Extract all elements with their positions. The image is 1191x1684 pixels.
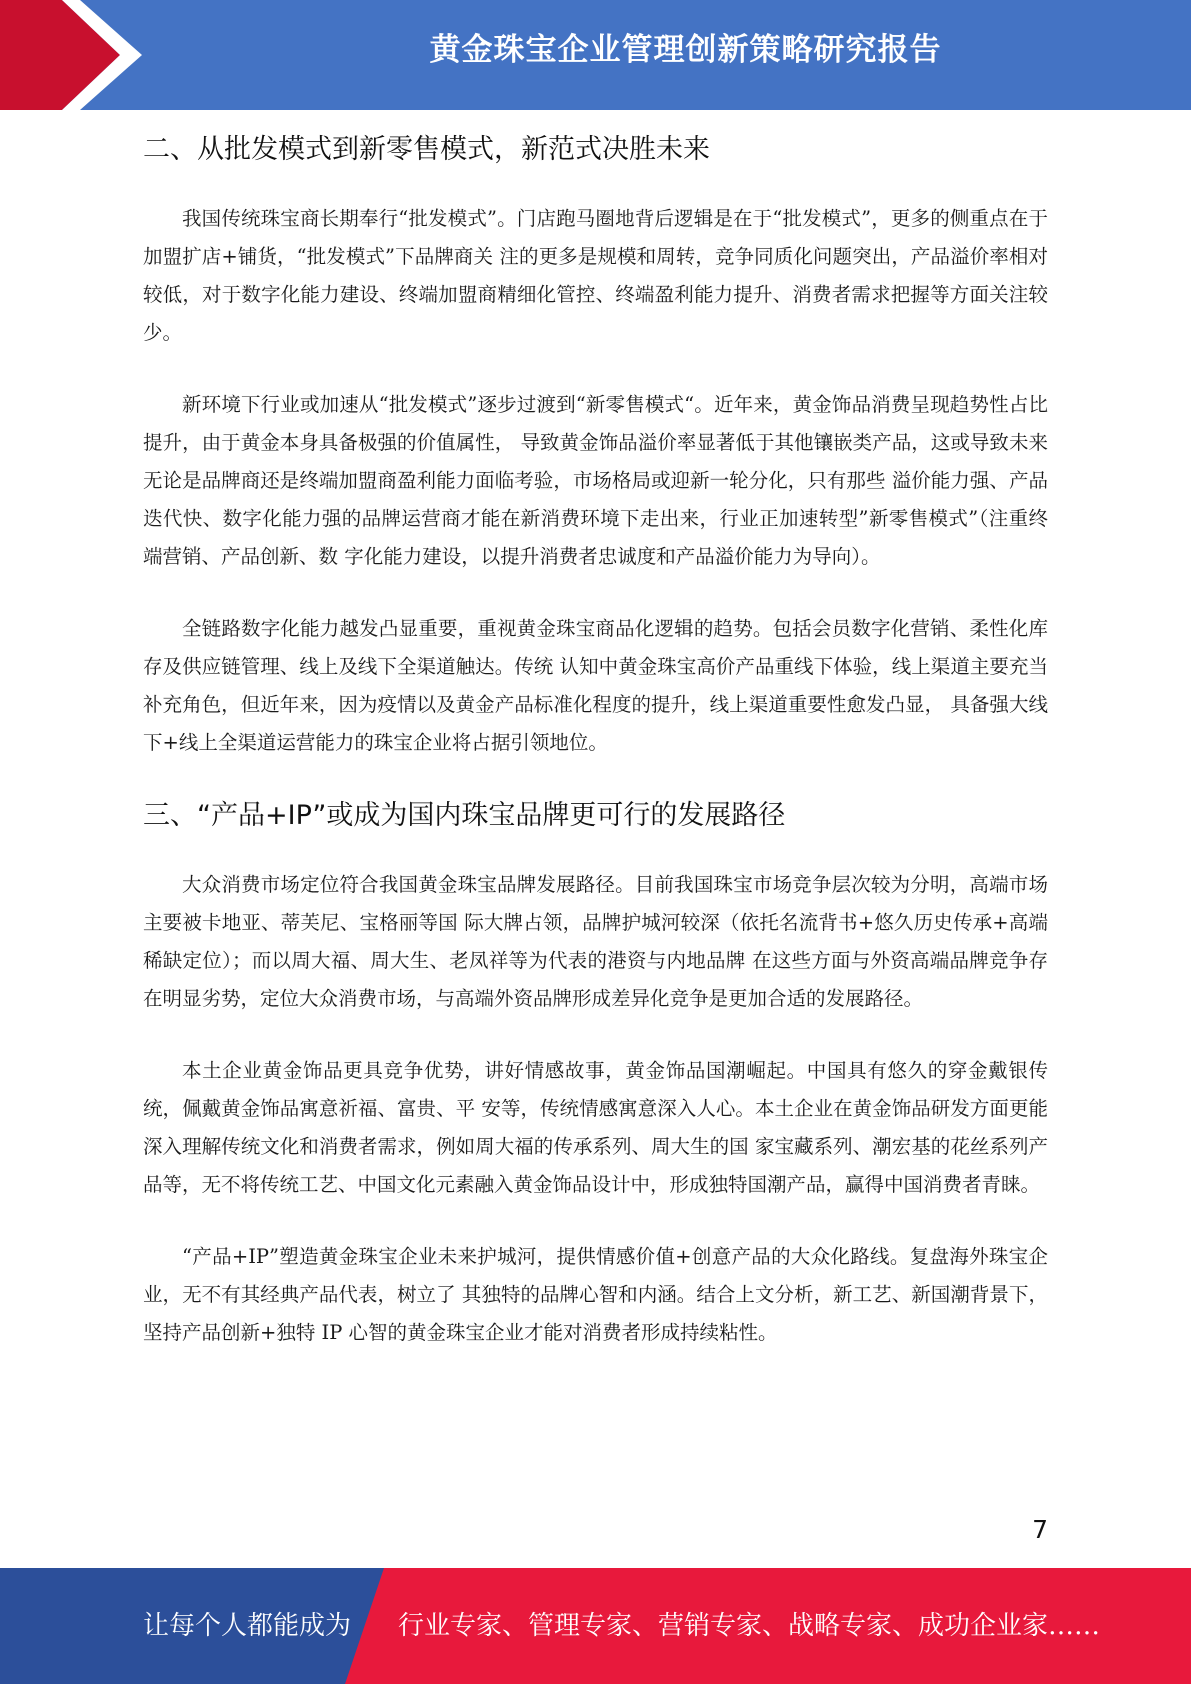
footer-slogan-left: 让每个人都能成为 [143,1611,352,1641]
header-banner [0,0,1191,110]
footer-slogan-right: 行业专家、管理专家、营销专家、战略专家、成功企业家…… [398,1611,1101,1641]
section-heading: 三、“产品+IP”或成为国内珠宝品牌更可行的发展路径 [143,800,786,831]
footer-banner [0,1568,1191,1684]
paragraph: “产品+IP”塑造黄金珠宝企业未来护城河，提供情感价值+创意产品的大众化路线。复盘海外珠宝企业，无不有其经典产品代表，树立了 其独特的品牌心智和内涵。结合上文分析，新工艺、新国潮背景下，坚持产品创新+独特 IP 心智的黄金珠宝企业才能对消费者形成持续粘性。 [143,1245,1048,1344]
page-content [143,130,1048,1386]
paragraph: 全链路数字化能力越发凸显重要，重视黄金珠宝商品化逻辑的趋势。包括会员数字化营销、柔性化库存及供应链管理、线上及线下全渠道触达。传统 认知中黄金珠宝高价产品重线下体验，线上渠道主要充当补充角色，但近年来，因为疫情以及黄金产品标准化程度的提升，线上渠道重要性愈发凸显， 具备强大线下+线上全渠道运营能力的珠宝企业将占据引领地位。 [143,617,1048,754]
paragraph: 大众消费市场定位符合我国黄金珠宝品牌发展路径。目前我国珠宝市场竞争层次较为分明，高端市场主要被卡地亚、蒂芙尼、宝格丽等国 际大牌占领，品牌护城河较深（依托名流背书+悠久历史传承+高端稀缺定位）；而以周大福、周大生、老凤祥等为代表的港资与内地品牌 在这些方面与外资高端品牌竞争存在明显劣势，定位大众消费市场，与高端外资品牌形成差异化竞争是更加合适的发展路径。 [143,873,1048,1010]
header-arrow-accent [0,0,160,110]
paragraph: 我国传统珠宝商长期奉行“批发模式”。门店跑马圈地背后逻辑是在于“批发模式”，更多的侧重点在于加盟扩店+铺货，“批发模式”下品牌商关 注的更多是规模和周转，竞争同质化问题突出，产品溢价率相对较低，对于数字化能力建设、终端加盟商精细化管控、终端盈利能力提升、消费者需求把握等方面关注较少。 [143,207,1048,344]
page-number: 7 [1032,1515,1048,1544]
report-title: 黄金珠宝企业管理创新策略研究报告 [429,32,942,68]
section-heading: 二、从批发模式到新零售模式，新范式决胜未来 [143,134,710,165]
paragraph: 新环境下行业或加速从“批发模式”逐步过渡到“新零售模式“。近年来，黄金饰品消费呈现趋势性占比提升，由于黄金本身具备极强的价值属性， 导致黄金饰品溢价率显著低于其他镶嵌类产品，这或导致未来无论是品牌商还是终端加盟商盈利能力面临考验，市场格局或迎新一轮分化，只有那些 溢价能力强、产品迭代快、数字化能力强的品牌运营商才能在新消费环境下走出来，行业正加速转型”新零售模式”（注重终端营销、产品创新、数 字化能力建设，以提升消费者忠诚度和产品溢价能力为导向）。 [143,393,1048,568]
paragraph: 本土企业黄金饰品更具竞争优势，讲好情感故事，黄金饰品国潮崛起。中国具有悠久的穿金戴银传统，佩戴黄金饰品寓意祈福、富贵、平 安等，传统情感寓意深入人心。本土企业在黄金饰品研发方面更能深入理解传统文化和消费者需求，例如周大福的传承系列、周大生的国 家宝藏系列、潮宏基的花丝系列产品等，无不将传统工艺、中国文化元素融入黄金饰品设计中，形成独特国潮产品，赢得中国消费者青睐。 [143,1059,1048,1196]
